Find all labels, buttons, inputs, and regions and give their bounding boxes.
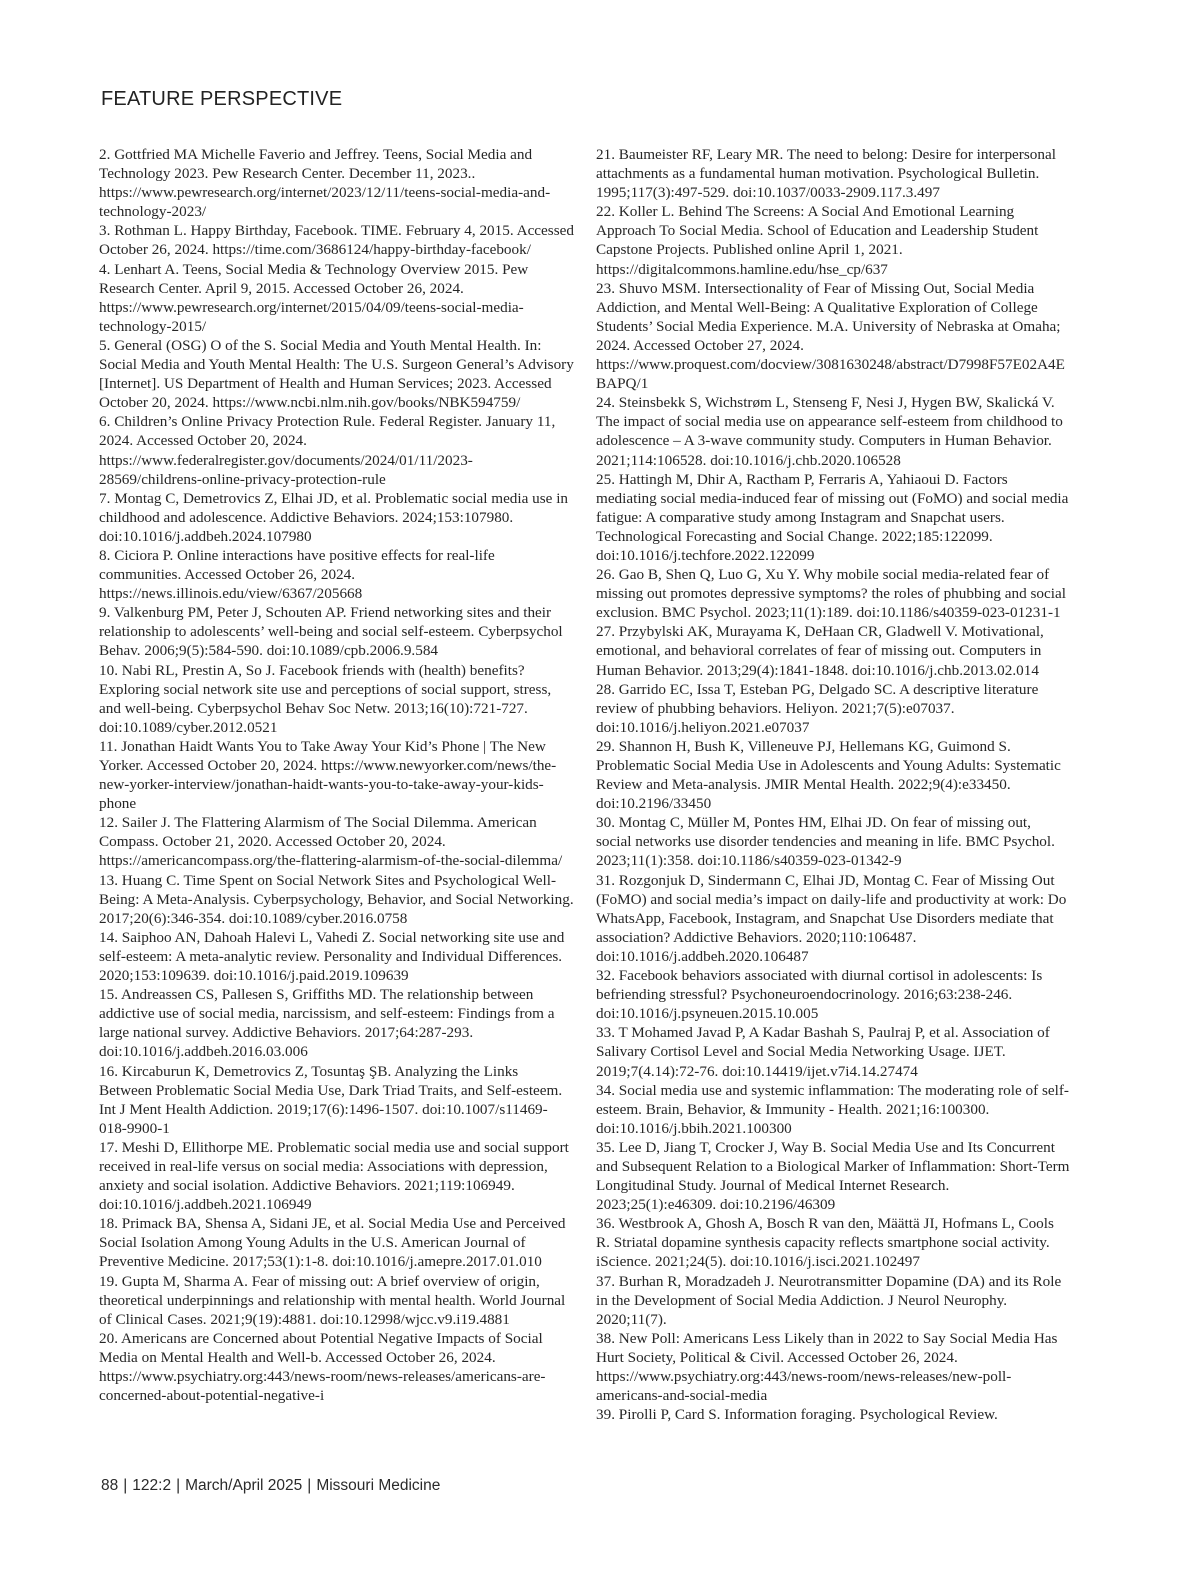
footer-separator: | (123, 1477, 128, 1494)
reference-item: 10. Nabi RL, Prestin A, So J. Facebook friends with (health) benefits? Exploring social network site use and perceptions of social support, stress, and well-being. Cyberpsychol Behav Soc Netw. 2013;16(10):721-727. doi:10.1089/cyber.2012.0521 (99, 661, 552, 736)
reference-item: 16. Kircaburun K, Demetrovics Z, Tosuntaş ŞB. Analyzing the Links Between Problematic Social Media Use, Dark Triad Traits, and Self-esteem. Int J Ment Health Addiction. 2019;17(6):1496-1507. doi:10.1007/s11469-018-9900-1 (99, 1062, 563, 1137)
reference-item: 8. Ciciora P. Online interactions have positive effects for real-life communities. Accessed October 26, 2024. https://news.illinois.edu/view/6367/205668 (99, 546, 495, 603)
reference-item: 6. Children’s Online Privacy Protection Rule. Federal Register. January 11, 2024. Accessed October 20, 2024. https://www.federalregister.gov/documents/2024/01/11/2023-28569/childrens-online-privacy-protection-rule (99, 413, 556, 488)
footer-separator: | (176, 1477, 181, 1494)
reference-item: 33. T Mohamed Javad P, A Kadar Bashah S, Paulraj P, et al. Association of Salivary Cortisol Level and Social Media Networking Usage. IJET. 2019;7(4.14):72-76. doi:10.14419/ijet.v7i4.14.27474 (596, 1024, 1050, 1080)
reference-item: 21. Baumeister RF, Leary MR. The need to belong: Desire for interpersonal attachments as a fundamental human motivation. Psychological Bulletin. 1995;117(3):497-529. doi:10.1037/0033-2909.117.3.497 (596, 146, 1056, 202)
page-footer (101, 1477, 440, 1495)
reference-item: 23. Shuvo MSM. Intersectionality of Fear of Missing Out, Social Media Addiction, and Mental Well-Being: A Qualitative Exploration of College Students’ Social Media Experience. M.A. University of Nebraska at Omaha; 2024. Accessed October 27, 2024. https://www.proquest.com/docview/3081630248/abstract/D7998F57E02A4EBAPQ/1 (596, 279, 1065, 393)
reference-item: 38. New Poll: Americans Less Likely than in 2022 to Say Social Media Has Hurt Society, Political & Civil. Accessed October 26, 2024. https://www.psychiatry.org:443/news-room/news-releases/new-poll-americans-and-social-media (596, 1329, 1058, 1405)
issue-date: March/April 2025 (185, 1477, 303, 1494)
reference-item: 31. Rozgonjuk D, Sindermann C, Elhai JD, Montag C. Fear of Missing Out (FoMO) and social media’s impact on daily-life and productivity at work: Do WhatsApp, Facebook, Instagram, and Snapchat Use Disorders mediate that association? Addictive Behaviors. 2020;110:106487. doi:10.1016/j.addbeh.2020.106487 (596, 871, 1067, 965)
reference-item: 39. Pirolli P, Card S. Information foraging. Psychological Review. (596, 1406, 998, 1424)
reference-item: 28. Garrido EC, Issa T, Esteban PG, Delgado SC. A descriptive literature review of phubbing behaviors. Heliyon. 2021;7(5):e07037. doi:10.1016/j.heliyon.2021.e07037 (596, 680, 1039, 736)
reference-item: 5. General (OSG) O of the S. Social Media and Youth Mental Health. In: Social Media and Youth Mental Health: The U.S. Surgeon General’s Advisory [Internet]. US Department of Health and Human Services; 2023. Accessed October 20, 2024. https://www.ncbi.nlm.nih.gov/books/NBK594759/ (99, 336, 574, 412)
reference-item: 35. Lee D, Jiang T, Crocker J, Way B. Social Media Use and Its Concurrent and Subsequent Relation to a Biological Marker of Inflammation: Short-Term Longitudinal Study. Journal of Medical Internet Research. 2023;25(1):e46309. doi:10.2196/46309 (596, 1138, 1070, 1214)
reference-item: 34. Social media use and systemic inflammation: The moderating role of self-esteem. Brain, Behavior, & Immunity - Health. 2021;16:100300. doi:10.1016/j.bbih.2021.100300 (596, 1081, 1069, 1137)
reference-item: 30. Montag C, Müller M, Pontes HM, Elhai JD. On fear of missing out, social networks use disorder tendencies and meaning in life. BMC Psychol. 2023;11(1):358. doi:10.1186/s40359-023-01342-9 (596, 814, 1055, 870)
reference-item: 37. Burhan R, Moradzadeh J. Neurotransmitter Dopamine (DA) and its Role in the Development of Social Media Addiction. J Neurol Neurophy. 2020;11(7). (596, 1272, 1062, 1328)
reference-item: 20. Americans are Concerned about Potential Negative Impacts of Social Media on Mental Health and Well-b. Accessed October 26, 2024. https://www.psychiatry.org:443/news-room/news-releases/americans-are-concerned-about-potential-negative-i (99, 1329, 546, 1405)
reference-item: 2. Gottfried MA Michelle Faverio and Jeffrey. Teens, Social Media and Technology 2023. Pew Research Center. December 11, 2023.. https://www.pewresearch.org/internet/2023/12/11/teens-social-media-and-technology-2023/ (99, 146, 551, 221)
reference-item: 9. Valkenburg PM, Peter J, Schouten AP. Friend networking sites and their relationship to adolescents’ well-being and social self-esteem. Cyberpsychol Behav. 2006;9(5):584-590. doi:10.1089/cpb.2006.9.584 (99, 604, 563, 660)
reference-item: 17. Meshi D, Ellithorpe ME. Problematic social media use and social support received in real-life versus on social media: Associations with depression, anxiety and social isolation. Addictive Behaviors. 2021;119:106949. doi:10.1016/j.addbeh.2021.106949 (99, 1138, 569, 1214)
reference-item: 32. Facebook behaviors associated with diurnal cortisol in adolescents: Is befriending stressful? Psychoneuroendocrinology. 2016;63:238-246. doi:10.1016/j.psyneuen.2015.10.005 (596, 967, 1043, 1023)
reference-item: 22. Koller L. Behind The Screens: A Social And Emotional Learning Approach To Social Media. School of Education and Leadership Student Capstone Projects. Published online April 1, 2021. https://digitalcommons.hamline.edu/hse_cp/637 (596, 203, 1039, 278)
reference-item: 27. Przybylski AK, Murayama K, DeHaan CR, Gladwell V. Motivational, emotional, and behavioral correlates of fear of missing out. Computers in Human Behavior. 2013;29(4):1841-1848. doi:10.1016/j.chb.2013.02.014 (596, 623, 1044, 679)
reference-item: 19. Gupta M, Sharma A. Fear of missing out: A brief overview of origin, theoretical underpinnings and relationship with mental health. World Journal of Clinical Cases. 2021;9(19):4881. doi:10.12998/wjcc.v9.i19.4881 (99, 1272, 566, 1328)
reference-item: 3. Rothman L. Happy Birthday, Facebook. TIME. February 4, 2015. Accessed October 26, 2024. https://time.com/3686124/happy-birthday-facebook/ (99, 222, 574, 259)
reference-item: 11. Jonathan Haidt Wants You to Take Away Your Kid’s Phone | The New Yorker. Accessed October 20, 2024. https://www.newyorker.com/news/the-new-yorker-interview/jonathan-haidt-wants-you-to-take-away-your-kids-phone (99, 737, 557, 813)
reference-item: 25. Hattingh M, Dhir A, Ractham P, Ferraris A, Yahiaoui D. Factors mediating social media-induced fear of missing out (FoMO) and social media fatigue: A comparative study among Instagram and Snapchat users. Technological Forecasting and Social Change. 2022;185:122099. doi:10.1016/j.techfore.2022.122099 (596, 470, 1069, 564)
reference-item: 14. Saiphoo AN, Dahoah Halevi L, Vahedi Z. Social networking site use and self-esteem: A meta-analytic review. Personality and Individual Differences. 2020;153:109639. doi:10.1016/j.paid.2019.109639 (99, 928, 565, 985)
reference-item: 4. Lenhart A. Teens, Social Media & Technology Overview 2015. Pew Research Center. April 9, 2015. Accessed October 26, 2024. https://www.pewresearch.org/internet/2015/04/09/teens-social-media-technology-2015/ (99, 260, 529, 335)
reference-item: 15. Andreassen CS, Pallesen S, Griffiths MD. The relationship between addictive use of social media, narcissism, and self-esteem: Findings from a large national survey. Addictive Behaviors. 2017;64:287-293. doi:10.1016/j.addbeh.2016.03.006 (99, 986, 555, 1061)
footer-separator: | (307, 1477, 312, 1494)
reference-item: 24. Steinsbekk S, Wichstrøm L, Stenseng F, Nesi J, Hygen BW, Skalická V. The impact of social media use on appearance self-esteem from childhood to adolescence – A 3-wave community study. Computers in Human Behavior. 2021;114:106528. doi:10.1016/j.chb.2020.106528 (596, 394, 1063, 469)
page-number: 88 (101, 1477, 119, 1494)
reference-item: 29. Shannon H, Bush K, Villeneuve PJ, Hellemans KG, Guimond S. Problematic Social Media Use in Adolescents and Young Adults: Systematic Review and Meta-analysis. JMIR Mental Health. 2022;9(4):e33450. doi:10.2196/33450 (596, 737, 1061, 813)
reference-item: 26. Gao B, Shen Q, Luo G, Xu Y. Why mobile social media-related fear of missing out promotes depressive symptoms? the roles of phubbing and social exclusion. BMC Psychol. 2023;11(1):189. doi:10.1186/s40359-023-01231-1 (596, 566, 1066, 622)
reference-item: 18. Primack BA, Shensa A, Sidani JE, et al. Social Media Use and Perceived Social Isolation Among Young Adults in the U.S. American Journal of Preventive Medicine. 2017;53(1):1-8. doi:10.1016/j.amepre.2017.01.010 (99, 1215, 566, 1271)
journal-name: Missouri Medicine (316, 1477, 441, 1494)
reference-item: 7. Montag C, Demetrovics Z, Elhai JD, et al. Problematic social media use in childhood and adolescence. Addictive Behaviors. 2024;153:107980. doi:10.1016/j.addbeh.2024.107980 (99, 489, 569, 545)
section-label: FEATURE PERSPECTIVE (101, 88, 343, 110)
reference-item: 12. Sailer J. The Flattering Alarmism of The Social Dilemma. American Compass. October 21, 2020. Accessed October 20, 2024. https://americancompass.org/the-flattering-alarmism-of-the-social-dilemma/ (99, 814, 563, 870)
reference-item: 36. Westbrook A, Ghosh A, Bosch R van den, Määttä JI, Hofmans L, Cools R. Striatal dopamine synthesis capacity reflects smartphone social activity. iScience. 2021;24(5). doi:10.1016/j.isci.2021.102497 (596, 1215, 1054, 1271)
references-column-right (596, 145, 1070, 1424)
reference-item: 13. Huang C. Time Spent on Social Network Sites and Psychological Well-Being: A Meta-Analysis. Cyberpsychology, Behavior, and Social Networking. 2017;20(6):346-354. doi:10.1089/cyber.2016.0758 (99, 871, 574, 927)
references-column-left (99, 145, 575, 1405)
issue-number: 122:2 (132, 1477, 172, 1494)
